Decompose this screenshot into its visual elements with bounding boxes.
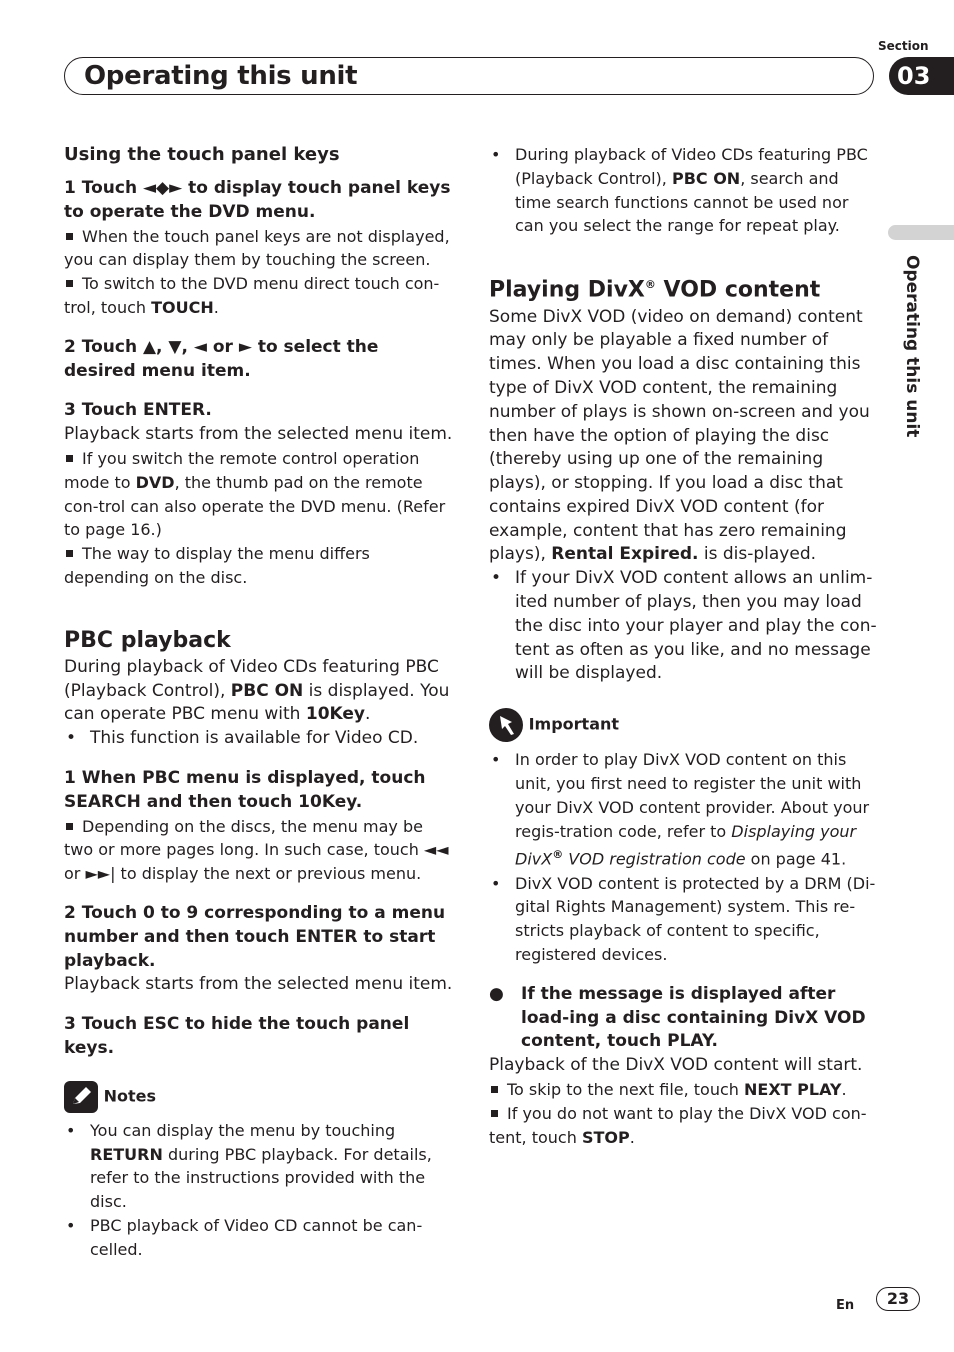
- pbc-search-bullet: • During playback of Video CDs featuring PBC (Playback Control), PBC ON, search and time search functions cannot be used nor can you select the range for repeat play.: [489, 143, 879, 238]
- notes-item-1: • You can display the menu by touching RETURN during PBC playback. For details, refer to the instructions provided with the disc.: [64, 1119, 454, 1214]
- square-bullet-icon: [491, 1110, 498, 1117]
- side-tab: [898, 255, 924, 475]
- divx-paragraph: Some DivX VOD (video on demand) content may only be playable a fixed number of times. When you load a disc containing this type of DivX VOD content, the remaining number of plays is shown on-screen and you then have the option of playing the disc (thereby using up one of the remaining plays), or stopping. If you load a disc that contains expired DivX VOD content (for example, content that has zero remaining plays), Rental Expired. is dis-played.: [489, 306, 870, 565]
- divx-heading: Playing DivX® VOD content: [489, 277, 821, 303]
- step-3: 3 Touch ENTER.: [64, 400, 212, 421]
- important-item-2: • DivX VOD content is protected by a DRM (Di-gital Rights Management) system. This re-stricts playback of content to specific, registered devices.: [489, 872, 879, 967]
- side-tab-text: Operating this unit: [902, 255, 922, 438]
- page-title: Operating this unit: [84, 61, 358, 91]
- message-note-1: To skip to the next file, touch NEXT PLAY.: [489, 1078, 879, 1102]
- divx-bullet: • If your DivX VOD content allows an unlim-ited number of plays, then you may load the disc into your player and play the con-tent as often as you like, and no message will be displayed.: [489, 567, 879, 686]
- square-bullet-icon: [66, 823, 73, 830]
- step-1-note-2: To switch to the DVD menu direct touch con-trol, touch TOUCH.: [64, 274, 440, 317]
- square-bullet-icon: [491, 1086, 498, 1093]
- pencil-icon: [64, 1081, 98, 1113]
- pbc-heading: PBC playback: [64, 627, 231, 653]
- message-note-2: If you do not want to play the DivX VOD con-tent, touch STOP.: [489, 1103, 867, 1147]
- pbc-step-3: 3 Touch ESC to hide the touch panel keys.: [64, 1014, 410, 1058]
- important-item-1: • In order to play DivX VOD content on this unit, you first need to register the unit with your DivX VOD content provider. About your regis-tration code, refer to Displaying your DivX® VOD registration code on page 41.: [489, 748, 879, 871]
- notes-header: [64, 1081, 454, 1113]
- pbc-step-1-note: Depending on the discs, the menu may be two or more pages long. In such case, touch ◄◄ or ►►| to display the next or previous menu.: [64, 816, 449, 884]
- left-column: [64, 143, 454, 1261]
- pbc-paragraph: During playback of Video CDs featuring PBC (Playback Control), PBC ON is displayed. You can operate PBC menu with 10Key.: [64, 656, 450, 725]
- square-bullet-icon: [66, 455, 73, 462]
- pbc-step-2-text: Playback starts from the selected menu item.: [64, 974, 453, 995]
- important-header: [489, 708, 879, 742]
- side-tab-marker: [888, 225, 954, 240]
- message-text: Playback of the DivX VOD content will start.: [489, 1055, 863, 1076]
- square-bullet-icon: [66, 233, 73, 240]
- important-icon: [489, 708, 523, 742]
- pbc-step-2: 2 Touch 0 to 9 corresponding to a menu number and then touch ENTER to start playback.: [64, 902, 446, 971]
- step-3-text: Playback starts from the selected menu item.: [64, 424, 453, 445]
- page-number: 23: [876, 1287, 920, 1311]
- notes-label: Notes: [103, 1086, 156, 1106]
- pbc-bullet: • This function is available for Video CD.: [64, 727, 454, 751]
- important-label: Important: [528, 714, 620, 734]
- notes-item-2: • PBC playback of Video CD cannot be can-celled.: [64, 1214, 454, 1262]
- step-2: 2 Touch ▲, ▼, ◄ or ► to select the desired menu item.: [64, 336, 379, 381]
- step-3-note-2: The way to display the menu differs depending on the disc.: [64, 544, 370, 587]
- square-bullet-icon: [66, 280, 73, 287]
- step-1: 1 Touch ◄◆► to display touch panel keys to operate the DVD menu.: [64, 178, 451, 222]
- section-label: Section: [878, 39, 929, 53]
- right-column: [489, 143, 879, 1149]
- footer-language: En: [836, 1298, 855, 1313]
- section-number: 03: [889, 57, 954, 95]
- touch-panel-heading: Using the touch panel keys: [64, 144, 340, 165]
- dot-bullet-icon: ●: [489, 983, 504, 1004]
- step-3-note-1: If you switch the remote control operation mode to DVD, the thumb pad on the remote con-trol can also operate the DVD menu. (Refer to page 16.): [64, 448, 446, 540]
- message-heading: ● If the message is displayed after load-ing a disc containing DivX VOD content, touch PLAY.: [489, 983, 866, 1052]
- pbc-step-1: 1 When PBC menu is displayed, touch SEARCH and then touch 10Key.: [64, 767, 426, 812]
- square-bullet-icon: [66, 550, 73, 557]
- step-1-note-1: When the touch panel keys are not displayed, you can display them by touching the screen.: [64, 226, 450, 270]
